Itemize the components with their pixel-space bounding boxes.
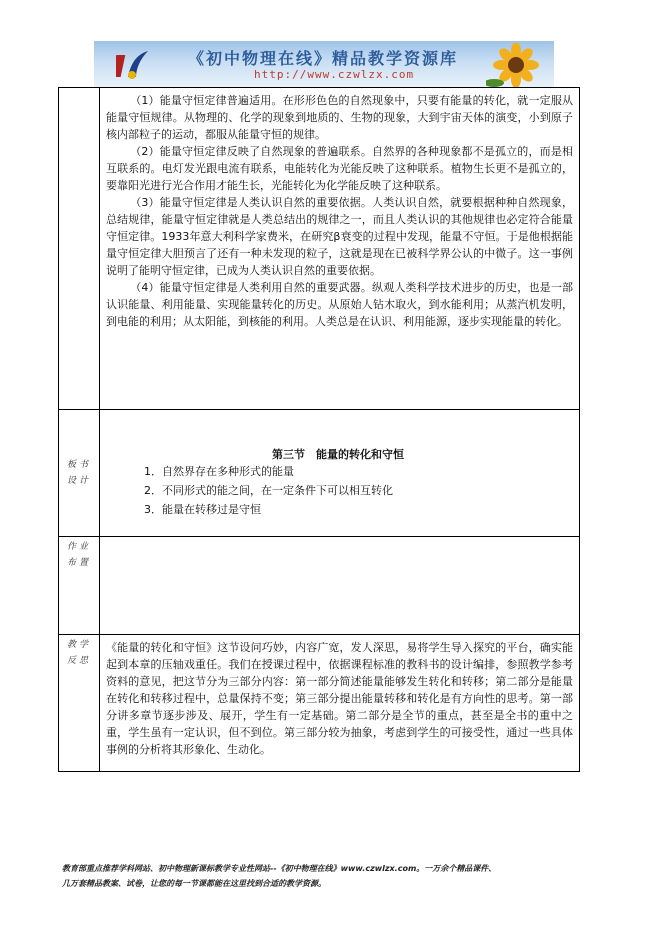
board-item-1: 1．自然界存在多种形式的能量 — [144, 465, 294, 478]
footer-line-2: 几万套精品教案、试卷，让您的每一节课都能在这里找到合适的教学资源。 — [62, 879, 326, 888]
reflection-label-bottom: 反思 — [66, 656, 91, 666]
board-item-2: 2．不同形式的能之间，在一定条件下可以相互转化 — [144, 484, 393, 497]
board-item-3: 3．能量在转移过是守恒 — [144, 503, 261, 516]
reflection-content — [100, 635, 579, 771]
lesson-table — [58, 87, 580, 772]
site-banner — [94, 41, 554, 87]
content-paragraph-3: （3）能量守恒定律是人类认识自然的重要依据。人类认识自然，就要根据种种自然现象，总结规律，能量守恒定律就是人类总结出的规律之一，而且人类认识的其他规律也必定符合能量守恒定律。1933年意大利科学家费米，在研究β衰变的过程中发现，能量不守恒。于是他根据能量守恒定律大胆预言了还有一种未发现的粒子，这就是现在已被科学界公认的中微子。这一事例说明了能明守恒定律，已成为人类认识自然的重要依据。 — [106, 196, 573, 277]
homework-label-top: 作业 — [66, 542, 91, 552]
content-paragraph-1: （1）能量守恒定律普遍适用。在形形色色的自然现象中，只要有能量的转化，就一定服从能量守恒规律。从物理的、化学的现象到地质的、生物的现象，大到宇宙天体的演变，小到原子核内部粒子的运动，都服从能量守恒的规律。 — [106, 94, 573, 141]
content-paragraph-4: （4）能量守恒定律是人类利用自然的重要武器。纵观人类科学技术进步的历史，也是一部认识能量、利用能量、实现能量转化的历史。从原始人钻木取火，到水能利用；从蒸汽机发明，到电能的利用；从太阳能，到核能的利用。人类总是在认识、利用能源，逐步实现能量的转化。 — [106, 281, 573, 328]
reflection-label — [59, 635, 100, 771]
board-design-row — [59, 409, 579, 536]
banner-url[interactable]: http://www.czwlzx.com — [254, 68, 415, 81]
banner-title: 《初中物理在线》精品教学资源库 — [188, 49, 459, 68]
content-row — [59, 88, 579, 409]
board-design-label-bottom: 设计 — [66, 476, 91, 486]
reflection-label-top: 教学 — [66, 640, 91, 650]
page-footer — [62, 861, 602, 891]
content-row-label — [59, 88, 100, 409]
board-design-title: 第三节 能量的转化和守恒 — [272, 448, 404, 461]
reflection-text: 《能量的转化和守恒》这节设问巧妙，内容广宽，发人深思，易将学生导入探究的平台，确实能起到本章的压轴戏重任。我们在授课过程中，依据课程标准的教科书的设计编排，参照教学参考资料的意见，把这节分为三部分内容：第一部分简述能量能够发生转化和转移；第二部分是能量在转化和转移过程中，总量保持不变；第三部分提出能量转移和转化是有方向性的思考。第一部分讲多章节逐步涉及、展开，学生有一定基础。第二部分是全节的重点，甚至是全书的重中之重，学生虽有一定认识，但不到位。第三部分较为抽象，考虑到学生的可接受性，通过一些具体事例的分析将其形象化、生动化。 — [106, 641, 573, 756]
board-design-content — [100, 410, 579, 536]
sunflower-icon — [486, 43, 546, 87]
board-design-list — [144, 462, 393, 519]
homework-label-bottom: 布置 — [66, 558, 91, 568]
footer-line-1: 教育部重点推荐学科网站、初中物理新课标教学专业性网站--《初中物理在线》www.czwlzx.com。一万余个精品课件、 — [62, 864, 497, 873]
reflection-row — [59, 634, 579, 771]
site-logo-icon — [116, 47, 150, 81]
board-design-label — [59, 410, 100, 536]
homework-row — [59, 536, 579, 634]
board-design-label-top: 板书 — [66, 460, 91, 470]
content-paragraph-2: （2）能量守恒定律反映了自然现象的普遍联系。自然界的各种现象都不是孤立的，而是相互联系的。电灯发光跟电流有联系，电能转化为光能反映了这种联系。植物生长更不是孤立的，要靠阳光进行光合作用才能生长，光能转化为化学能反映了这种联系。 — [106, 145, 573, 192]
content-text — [100, 88, 579, 409]
homework-label — [59, 537, 100, 634]
homework-content — [100, 537, 579, 634]
